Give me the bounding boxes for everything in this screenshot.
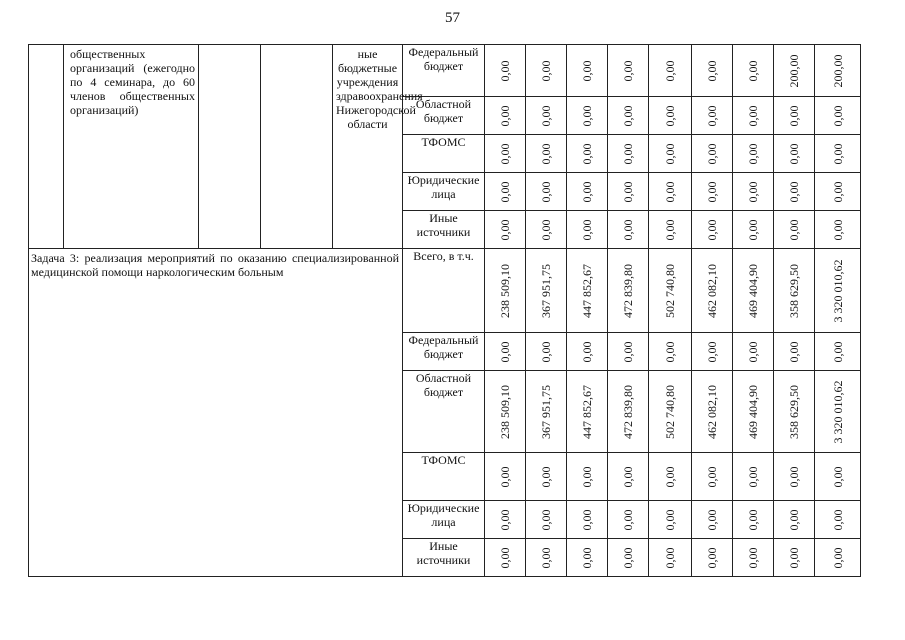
value-cell: [567, 501, 608, 539]
value-text: 0,00: [498, 547, 512, 568]
value-text: 447 852,67: [580, 263, 594, 318]
value-text: 502 740,80: [663, 263, 677, 318]
value-text: 0,00: [830, 181, 845, 202]
value-cell: [649, 211, 692, 249]
value-text: 0,00: [580, 143, 594, 164]
value-cell: [733, 539, 774, 577]
value-text: 0,00: [830, 219, 845, 240]
value-text: 0,00: [539, 143, 553, 164]
value-cell: [692, 45, 733, 97]
value-cell: [608, 453, 649, 501]
value-cell: [608, 539, 649, 577]
value-text: 0,00: [830, 143, 845, 164]
value-text: 472 839,80: [621, 384, 635, 439]
value-cell: [526, 453, 567, 501]
value-cell: [567, 371, 608, 453]
funding-source-cell: Иные источники: [403, 539, 485, 577]
value-text: 462 082,10: [705, 384, 719, 439]
value-cell: [692, 539, 733, 577]
value-cell: [815, 249, 861, 333]
value-cell: [608, 371, 649, 453]
value-text: 0,00: [580, 60, 594, 81]
funding-source-cell: Иные источники: [403, 211, 485, 249]
value-cell: [485, 135, 526, 173]
empty-cell: [29, 45, 64, 249]
value-text: 0,00: [663, 509, 677, 530]
value-cell: [815, 501, 861, 539]
value-text: 469 404,90: [746, 263, 760, 318]
value-cell: [485, 333, 526, 371]
value-text: 0,00: [498, 105, 512, 126]
value-text: 0,00: [663, 143, 677, 164]
value-cell: [608, 135, 649, 173]
value-cell: [485, 173, 526, 211]
value-cell: [733, 135, 774, 173]
value-text: 3 320 010,62: [830, 259, 845, 322]
value-text: 0,00: [746, 60, 760, 81]
value-cell: [692, 173, 733, 211]
value-cell: [485, 453, 526, 501]
value-cell: [815, 539, 861, 577]
value-text: 367 951,75: [539, 384, 553, 439]
value-text: 0,00: [746, 509, 760, 530]
value-cell: [608, 211, 649, 249]
value-cell: [733, 333, 774, 371]
value-cell: [567, 211, 608, 249]
value-cell: [692, 333, 733, 371]
value-text: 0,00: [621, 466, 635, 487]
value-text: 200,00: [830, 54, 845, 87]
value-cell: [774, 371, 815, 453]
value-cell: [526, 539, 567, 577]
value-cell: [774, 453, 815, 501]
table-row: [29, 45, 861, 97]
executor-text: ные бюджетные учреждения здравоохранения Нижегородской области: [336, 47, 423, 131]
value-cell: [649, 333, 692, 371]
value-text: 0,00: [663, 219, 677, 240]
value-cell: [608, 97, 649, 135]
value-text: 0,00: [621, 509, 635, 530]
value-text: 502 740,80: [663, 384, 677, 439]
value-text: 0,00: [746, 143, 760, 164]
value-text: 367 951,75: [539, 263, 553, 318]
value-cell: [567, 453, 608, 501]
value-text: 0,00: [498, 341, 512, 362]
empty-cell: [199, 45, 261, 249]
value-cell: [774, 249, 815, 333]
activity-description-cell: [64, 45, 199, 249]
funding-source-cell: Областной бюджет: [403, 97, 485, 135]
value-text: 0,00: [621, 143, 635, 164]
value-cell: [815, 333, 861, 371]
value-text: 0,00: [498, 466, 512, 487]
value-cell: [485, 371, 526, 453]
value-cell: [526, 97, 567, 135]
value-text: 0,00: [787, 509, 801, 530]
value-text: 0,00: [830, 341, 845, 362]
value-cell: [526, 211, 567, 249]
value-text: 238 509,10: [498, 384, 512, 439]
value-cell: [608, 501, 649, 539]
value-text: 0,00: [787, 466, 801, 487]
funding-source-cell: Всего, в т.ч.: [403, 249, 485, 333]
value-cell: [774, 135, 815, 173]
value-cell: [526, 501, 567, 539]
value-cell: [733, 97, 774, 135]
value-text: 0,00: [830, 466, 845, 487]
value-cell: [733, 249, 774, 333]
value-cell: [649, 453, 692, 501]
value-text: 0,00: [621, 105, 635, 126]
value-text: 0,00: [539, 181, 553, 202]
value-text: 0,00: [705, 509, 719, 530]
value-cell: [692, 97, 733, 135]
value-cell: [567, 45, 608, 97]
value-text: 0,00: [580, 219, 594, 240]
value-cell: [526, 371, 567, 453]
value-cell: [733, 45, 774, 97]
task-title: Задача 3: реализация мероприятий по оказанию специализированной медицинской помощи наркологическим больным: [31, 251, 399, 279]
value-text: 447 852,67: [580, 384, 594, 439]
value-cell: [526, 45, 567, 97]
value-text: 0,00: [498, 181, 512, 202]
value-cell: [692, 453, 733, 501]
value-cell: [774, 333, 815, 371]
value-cell: [649, 173, 692, 211]
value-text: 0,00: [746, 181, 760, 202]
value-cell: [774, 539, 815, 577]
value-text: 0,00: [787, 219, 801, 240]
value-cell: [692, 211, 733, 249]
value-text: 462 082,10: [705, 263, 719, 318]
value-text: 0,00: [663, 341, 677, 362]
value-cell: [733, 501, 774, 539]
value-text: 0,00: [498, 509, 512, 530]
value-text: 0,00: [705, 547, 719, 568]
value-text: 3 320 010,62: [830, 380, 845, 443]
value-text: 0,00: [663, 60, 677, 81]
value-text: 0,00: [746, 105, 760, 126]
funding-source-cell: ТФОМС: [403, 453, 485, 501]
value-cell: [815, 97, 861, 135]
value-text: 0,00: [580, 509, 594, 530]
value-text: 0,00: [705, 105, 719, 126]
task-cell: [29, 249, 403, 577]
funding-source-cell: Областной бюджет: [403, 371, 485, 453]
value-cell: [485, 539, 526, 577]
funding-source-cell: Федеральный бюджет: [403, 333, 485, 371]
value-text: 0,00: [539, 547, 553, 568]
empty-cell: [261, 45, 333, 249]
value-cell: [815, 45, 861, 97]
value-text: 0,00: [621, 60, 635, 81]
value-cell: [649, 539, 692, 577]
value-cell: [567, 333, 608, 371]
value-cell: [526, 249, 567, 333]
value-cell: [485, 249, 526, 333]
value-text: 0,00: [539, 509, 553, 530]
value-text: 0,00: [787, 181, 801, 202]
value-cell: [567, 249, 608, 333]
funding-source-cell: Юридические лица: [403, 173, 485, 211]
value-text: 0,00: [539, 105, 553, 126]
value-text: 0,00: [498, 60, 512, 81]
value-text: 0,00: [663, 466, 677, 487]
value-text: 469 404,90: [746, 384, 760, 439]
value-cell: [815, 173, 861, 211]
value-cell: [815, 135, 861, 173]
value-text: 0,00: [621, 181, 635, 202]
value-text: 0,00: [705, 466, 719, 487]
value-text: 200,00: [787, 54, 801, 87]
value-text: 0,00: [830, 105, 845, 126]
value-cell: [485, 501, 526, 539]
value-cell: [815, 371, 861, 453]
value-text: 0,00: [580, 341, 594, 362]
value-cell: [649, 135, 692, 173]
funding-source-cell: Юридические лица: [403, 501, 485, 539]
value-text: 0,00: [705, 219, 719, 240]
value-text: 0,00: [539, 341, 553, 362]
value-text: 0,00: [539, 219, 553, 240]
value-text: 0,00: [539, 466, 553, 487]
value-cell: [774, 501, 815, 539]
value-cell: [485, 97, 526, 135]
value-cell: [649, 97, 692, 135]
value-cell: [815, 453, 861, 501]
executor-cell: [333, 45, 423, 249]
table-row: [29, 249, 861, 333]
value-text: 0,00: [580, 466, 594, 487]
value-cell: [567, 539, 608, 577]
value-text: 0,00: [621, 219, 635, 240]
value-cell: [608, 249, 649, 333]
value-text: 0,00: [663, 181, 677, 202]
value-cell: [774, 211, 815, 249]
value-cell: [774, 97, 815, 135]
value-text: 0,00: [705, 60, 719, 81]
value-text: 0,00: [539, 60, 553, 81]
value-cell: [692, 371, 733, 453]
value-text: 0,00: [621, 547, 635, 568]
value-text: 0,00: [787, 143, 801, 164]
value-text: 0,00: [621, 341, 635, 362]
value-text: 0,00: [787, 341, 801, 362]
value-cell: [733, 371, 774, 453]
value-cell: [526, 173, 567, 211]
value-cell: [485, 211, 526, 249]
value-text: 0,00: [787, 105, 801, 126]
value-cell: [608, 333, 649, 371]
value-text: 358 629,50: [787, 263, 801, 318]
value-text: 0,00: [580, 181, 594, 202]
funding-source-cell: ТФОМС: [403, 135, 485, 173]
value-cell: [649, 501, 692, 539]
value-text: 0,00: [705, 181, 719, 202]
value-text: 472 839,80: [621, 263, 635, 318]
value-cell: [649, 249, 692, 333]
value-cell: [567, 173, 608, 211]
value-text: 0,00: [663, 547, 677, 568]
value-text: 0,00: [746, 341, 760, 362]
value-text: 0,00: [787, 547, 801, 568]
funding-source-cell: Федеральный бюджет: [403, 45, 485, 97]
value-text: 0,00: [746, 547, 760, 568]
value-cell: [649, 371, 692, 453]
value-text: 0,00: [498, 219, 512, 240]
page-number: 57: [445, 10, 460, 26]
value-text: 0,00: [580, 547, 594, 568]
value-cell: [774, 173, 815, 211]
value-cell: [567, 97, 608, 135]
value-cell: [608, 173, 649, 211]
value-cell: [608, 45, 649, 97]
value-text: 0,00: [830, 509, 845, 530]
value-text: 0,00: [830, 547, 845, 568]
value-text: 0,00: [498, 143, 512, 164]
value-text: 0,00: [705, 341, 719, 362]
financing-table: [28, 44, 861, 577]
value-cell: [733, 211, 774, 249]
value-text: 238 509,10: [498, 263, 512, 318]
value-text: 358 629,50: [787, 384, 801, 439]
value-text: 0,00: [705, 143, 719, 164]
value-cell: [692, 249, 733, 333]
value-cell: [692, 501, 733, 539]
value-cell: [692, 135, 733, 173]
value-cell: [526, 333, 567, 371]
value-text: 0,00: [580, 105, 594, 126]
value-cell: [526, 135, 567, 173]
value-cell: [485, 45, 526, 97]
value-cell: [815, 211, 861, 249]
value-cell: [567, 135, 608, 173]
value-cell: [733, 453, 774, 501]
value-cell: [649, 45, 692, 97]
value-cell: [774, 45, 815, 97]
value-text: 0,00: [663, 105, 677, 126]
activity-description: общественных организаций (ежегодно по 4 семинара, до 60 членов общественных организаций): [70, 47, 195, 117]
value-cell: [733, 173, 774, 211]
value-text: 0,00: [746, 219, 760, 240]
value-text: 0,00: [746, 466, 760, 487]
